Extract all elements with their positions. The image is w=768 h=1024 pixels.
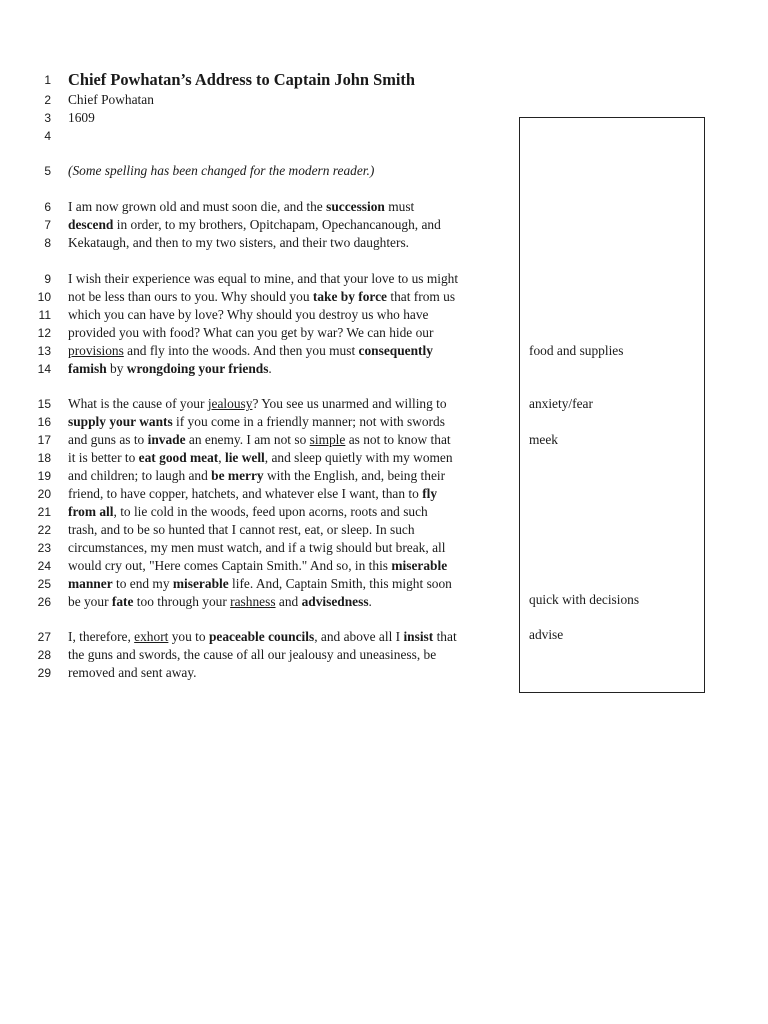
- line-number: 11: [38, 308, 51, 322]
- line-number: 12: [37, 326, 51, 340]
- line-number: 26: [37, 595, 51, 609]
- bold-phrase: manner: [68, 576, 113, 591]
- line-number: 7: [44, 218, 51, 232]
- bold-phrase: famish: [68, 361, 107, 376]
- line-number: 10: [37, 290, 51, 304]
- text-line: [68, 360, 272, 378]
- line-number: 15: [37, 397, 51, 411]
- line-number: 29: [37, 666, 51, 680]
- line-number: 27: [37, 630, 51, 644]
- text-line: [68, 503, 428, 521]
- glossary-simple: meek: [529, 432, 558, 447]
- text-run: ,: [218, 450, 225, 465]
- text-line: [68, 234, 409, 252]
- line-number: 18: [37, 451, 51, 465]
- line-number: 8: [44, 236, 51, 250]
- bold-phrase: wrongdoing your friends: [126, 361, 269, 376]
- text-run: that from us: [387, 289, 456, 304]
- text-run: which you can have by love? Why should you destroy us who have: [68, 307, 429, 322]
- text-run: What is the cause of your: [68, 396, 208, 411]
- text-run: if you come in a friendly manner; not with swords: [172, 414, 445, 429]
- text-run: , and above all I: [314, 629, 404, 644]
- line-number: 9: [44, 272, 51, 286]
- bold-phrase: lie well: [224, 450, 265, 465]
- text-run: , and sleep quietly with my women: [264, 450, 453, 465]
- text-run: be your: [68, 594, 112, 609]
- bold-phrase: consequently: [358, 343, 433, 358]
- text-run: an enemy. I am not so: [185, 432, 310, 447]
- text-run: circumstances, my men must watch, and if a twig should but break, all: [68, 540, 446, 555]
- line-number: 13: [37, 344, 51, 358]
- line-number: 19: [37, 469, 51, 483]
- text-line: [68, 324, 433, 342]
- text-line: [68, 628, 457, 646]
- underlined-word: provisions: [68, 343, 124, 358]
- bold-phrase: descend: [68, 217, 114, 232]
- text-line: [68, 467, 445, 485]
- bold-phrase: peaceable councils: [208, 629, 315, 644]
- line-number: 17: [37, 433, 51, 447]
- text-line: [68, 646, 436, 664]
- glossary-rashness: quick with decisions: [529, 592, 640, 607]
- text-run: you to: [168, 629, 209, 644]
- line-number: 1: [44, 73, 51, 87]
- bold-phrase: insist: [403, 629, 434, 644]
- bold-phrase: advisedness: [301, 594, 369, 609]
- text-run: I am now grown old and must soon die, and the: [68, 199, 327, 214]
- text-run: provided you with food? What can you get by war? We can hide our: [68, 325, 434, 340]
- document-author: Chief Powhatan: [68, 92, 154, 107]
- document-title: Chief Powhatan’s Address to Captain John Smith: [68, 70, 415, 89]
- text-run: with the English, and, being their: [263, 468, 446, 483]
- bold-phrase: miserable: [172, 576, 229, 591]
- bold-phrase: from all: [68, 504, 114, 519]
- text-line: [68, 270, 458, 288]
- text-line: [68, 593, 372, 611]
- text-line: [68, 664, 197, 682]
- text-run: Kekataugh, and then to my two sisters, and their two daughters.: [68, 235, 410, 250]
- line-number: 28: [37, 648, 51, 662]
- text-run: and fly into the woods. And then you must: [123, 343, 359, 358]
- line-number: 22: [37, 523, 51, 537]
- bold-phrase: be merry: [211, 468, 264, 483]
- text-run: as not to know that: [345, 432, 451, 447]
- text-run: in order, to my brothers, Opitchapam, Opechancanough, and: [113, 217, 441, 232]
- line-number: 14: [37, 362, 51, 376]
- text-line: [68, 521, 415, 539]
- line-number: 16: [37, 415, 51, 429]
- text-line: [68, 449, 453, 467]
- underlined-word: jealousy: [207, 396, 253, 411]
- line-number: 20: [37, 487, 51, 501]
- text-run: too through your: [133, 594, 231, 609]
- text-run: I wish their experience was equal to mine, and that your love to us might: [68, 271, 459, 286]
- text-line: [68, 198, 414, 216]
- text-run: .: [368, 594, 372, 609]
- text-run: and: [275, 594, 302, 609]
- text-line: [68, 306, 428, 324]
- text-line: [68, 342, 433, 360]
- text-line: [68, 288, 455, 306]
- line-number: 3: [44, 111, 51, 125]
- line-number: 4: [44, 129, 51, 143]
- underlined-word: exhort: [134, 629, 169, 644]
- line-number: 2: [44, 93, 51, 107]
- text-run: it is better to: [68, 450, 139, 465]
- glossary-exhort: advise: [529, 627, 564, 642]
- text-line: [68, 395, 447, 413]
- underlined-word: simple: [309, 432, 346, 447]
- text-run: that: [433, 629, 457, 644]
- glossary-provisions: food and supplies: [529, 343, 624, 358]
- text-run: to end my: [112, 576, 173, 591]
- text-run: , to lie cold in the woods, feed upon acorns, roots and such: [113, 504, 428, 519]
- text-run: ? You see us unarmed and willing to: [252, 396, 447, 411]
- text-run: would cry out, "Here comes Captain Smith." And so, in this: [68, 558, 392, 573]
- underlined-word: rashness: [230, 594, 276, 609]
- document-year: 1609: [68, 110, 95, 125]
- spelling-note: (Some spelling has been changed for the modern reader.): [68, 163, 375, 178]
- text-run: must: [384, 199, 415, 214]
- text-run: not be less than ours to you. Why should you: [68, 289, 313, 304]
- text-run: the guns and swords, the cause of all our jealousy and uneasiness, be: [68, 647, 437, 662]
- text-line: [68, 431, 451, 449]
- bold-phrase: invade: [147, 432, 186, 447]
- text-run: .: [268, 361, 272, 376]
- text-line: [68, 557, 447, 575]
- line-number: 25: [37, 577, 51, 591]
- bold-phrase: fate: [111, 594, 134, 609]
- text-run: friend, to have copper, hatchets, and whatever else I want, than to: [68, 486, 423, 501]
- text-line: [68, 485, 437, 503]
- text-run: life. And, Captain Smith, this might soon: [228, 576, 452, 591]
- text-run: and children; to laugh and: [68, 468, 212, 483]
- text-line: [68, 539, 445, 557]
- line-number: 5: [44, 164, 51, 178]
- line-number: 23: [37, 541, 51, 555]
- text-line: [68, 575, 452, 593]
- bold-phrase: supply your wants: [68, 414, 173, 429]
- text-line: [68, 413, 445, 431]
- line-number: 24: [37, 559, 51, 573]
- bold-phrase: take by force: [312, 289, 388, 304]
- text-run: I, therefore,: [68, 629, 135, 644]
- text-run: removed and sent away.: [68, 665, 197, 680]
- text-line: [68, 216, 441, 234]
- text-run: trash, and to be so hunted that I cannot rest, eat, or sleep. In such: [68, 522, 415, 537]
- bold-phrase: succession: [326, 199, 385, 214]
- line-number: 21: [37, 505, 51, 519]
- text-run: by: [106, 361, 127, 376]
- bold-phrase: miserable: [391, 558, 448, 573]
- line-number: 6: [44, 200, 51, 214]
- bold-phrase: eat good meat: [138, 450, 219, 465]
- text-run: and guns as to: [68, 432, 148, 447]
- glossary-jealousy: anxiety/fear: [529, 396, 593, 411]
- bold-phrase: fly: [422, 486, 438, 501]
